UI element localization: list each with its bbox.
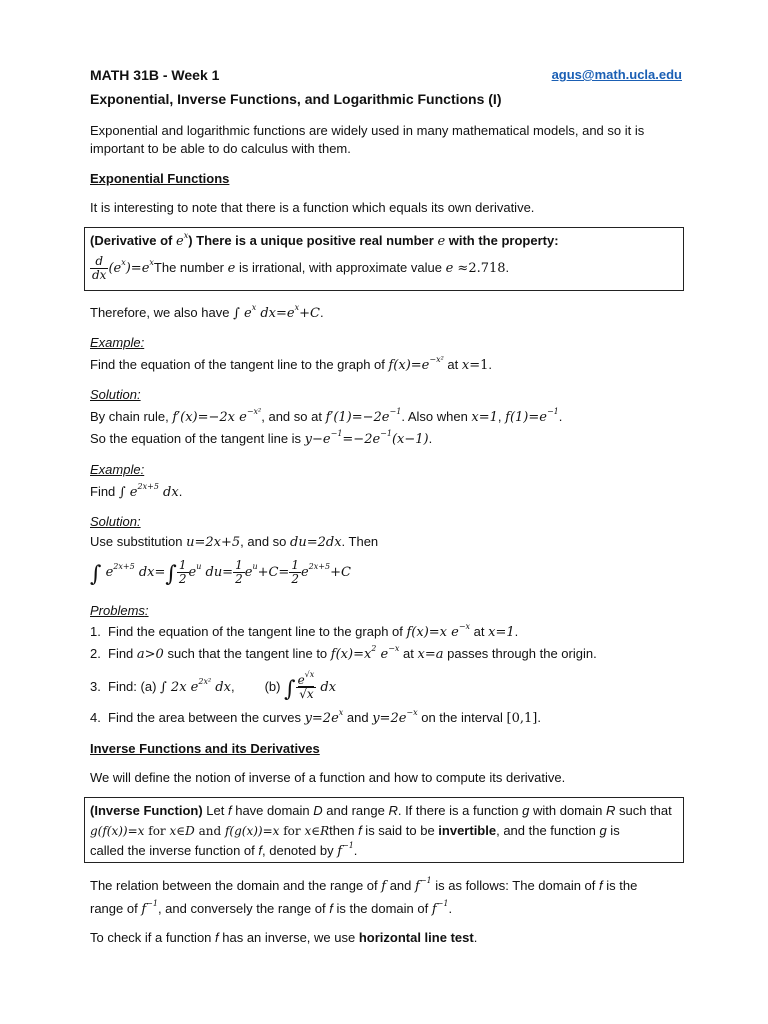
course-title: MATH 31B - Week 1 <box>90 67 220 83</box>
box1-line-2: $\frac{d}{dx}$ $(e^x)=e^xThe$ number e is irrational, with approximate value e ≈2.718. <box>92 254 510 283</box>
solution-1-line-2: So the equation of the tangent line is $y-e^{-1}=-2e^{-1}(x-1)$. <box>90 429 433 447</box>
box1-line-1: (Derivative of $e^x$) There is a unique positive real number e with the property: <box>90 231 559 249</box>
solution-1-line-1: By chain rule, f′(x)=−2x $e^{-x^2}$, and so at $f'(1)=-2e^{-1}$. Also when x=1, $f(1)=e^{-1}$. <box>90 407 563 425</box>
problem-2: 2. Find a>0 such that the tangent line to $f(x)=x^2$ $e^{-x}$ at x=a passes through the origin. <box>90 644 597 662</box>
intro-line-2: important to be able to do calculus with them. <box>90 141 351 156</box>
problem-1: 1. Find the equation of the tangent line to the graph of f(x)=x $e^{-x}$ at x=1. <box>90 622 519 640</box>
section-heading-inverse: Inverse Functions and its Derivatives <box>90 741 320 756</box>
document-title: Exponential, Inverse Functions, and Logarithmic Functions (I) <box>90 91 502 107</box>
email-link[interactable]: agus@math.ucla.edu <box>551 67 682 82</box>
box2-line-3: called the inverse function of f, denoted by $f^{-1}$. <box>90 841 358 859</box>
relation-line-1: The relation between the domain and the range of f and $f^{-1}$ is as follows: The domain of f is the <box>90 876 638 894</box>
therefore-line: Therefore, we also have ∫ $e^x$ $dx=e^x+C$. <box>90 303 324 321</box>
box2-line-2: g(f(x))=x for x∈D and f(g(x))=x for x∈Rthen f is said to be invertible, and the function g is <box>90 823 620 838</box>
example-2-label: Example: <box>90 462 145 477</box>
box2-line-1: (Inverse Function) Let f have domain D and range R. If there is a function g with domain R such that <box>90 803 672 818</box>
relation-line-2: range of $f^{-1}$, and conversely the range of f is the domain of $f^{-1}$. <box>90 899 453 917</box>
solution-2-label: Solution: <box>90 514 141 529</box>
section-heading-exponential: Exponential Functions <box>90 171 230 186</box>
problem-4: 4. Find the area between the curves $y=2e^x$ and $y=2e^{-x}$ on the interval [0,1]. <box>90 708 541 726</box>
closing-line: To check if a function f has an inverse, we use horizontal line test. <box>90 930 478 945</box>
intro-line-1: Exponential and logarithmic functions are widely used in many mathematical models, and so it is <box>90 123 645 138</box>
solution-2-line-1: Use substitution u=2x+5, and so du=2dx. Then <box>90 534 379 550</box>
example-2-task: Find ∫ $e^{2x+5}$ dx. <box>90 482 183 500</box>
problem-3: 3. Find: (a) ∫ 2x $e^{2x^2}$ dx, (b) ∫ $\frac{e^{√x}}{√x}$ dx <box>90 670 337 702</box>
solution-2-computation: ∫ $e^{2x+5}$ dx=∫ $\frac{1}{2}$ $e^u$ du= $\frac{1}{2}$ $e^u+C=$ $\frac{1}{2}$ $e^{2x+5}+C$ <box>90 558 351 587</box>
exp-intro-text: It is interesting to note that there is a function which equals its own derivative. <box>90 200 535 215</box>
solution-1-label: Solution: <box>90 387 141 402</box>
problems-label: Problems: <box>90 603 149 618</box>
inv-intro-text: We will define the notion of inverse of a function and how to compute its derivative. <box>90 770 566 785</box>
example-1-task: Find the equation of the tangent line to the graph of $f(x)=e^{-x^2}$ at x=1. <box>90 355 493 373</box>
example-1-label: Example: <box>90 335 145 350</box>
